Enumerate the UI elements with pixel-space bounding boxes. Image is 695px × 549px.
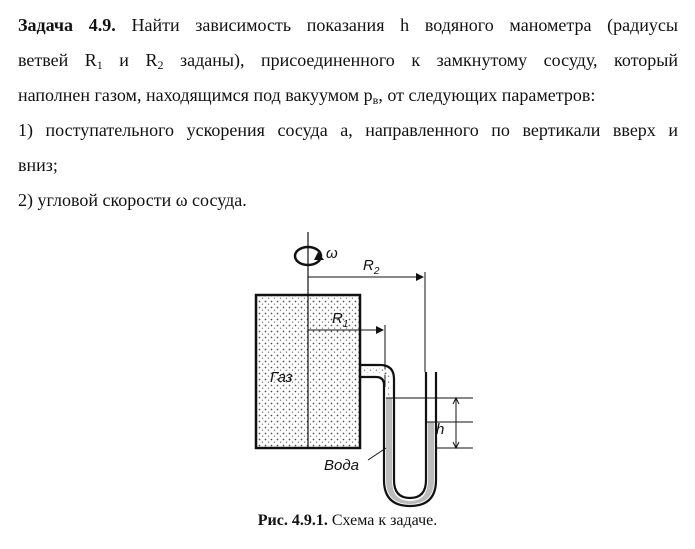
text-fragment: заданы), присоединенного к замкнутому сосуду, который (163, 50, 679, 70)
problem-line-1-text: Найти зависимость показания h водяного манометра (радиусы (115, 15, 678, 35)
text-fragment: ветвей R (18, 50, 97, 70)
connector-gas-fill (362, 368, 390, 398)
problem-line-3 (18, 78, 678, 113)
text-fragment: , от следующих параметров: (378, 85, 596, 105)
r2-label: $R_2$ (363, 257, 380, 277)
subscript: 1 (96, 58, 103, 72)
text-fragment: и R (102, 50, 158, 70)
figure-caption (0, 512, 695, 530)
h-label: h (436, 421, 445, 438)
problem-statement (18, 8, 678, 218)
omega-label: ω (326, 245, 338, 262)
problem-line-1 (18, 8, 678, 43)
problem-label: Задача 4.9. (18, 15, 116, 35)
problem-item-1-cont: вниз; (18, 155, 58, 175)
problem-item-2: 2) угловой скорости ω сосуда. (18, 190, 247, 210)
r1-label: $R_1$ (332, 310, 349, 330)
scheme-drawing (228, 222, 498, 512)
figure-caption-text: Схема к задаче. (327, 512, 438, 529)
text-fragment: наполнен газом, находящимся под вакуумом p (18, 85, 373, 105)
problem-item-1: 1) поступательного ускорения сосуда a, направленного по вертикали вверх и (18, 120, 678, 140)
subscript: в (372, 93, 379, 107)
water-label: Вода (324, 457, 359, 474)
problem-line-2 (18, 43, 678, 78)
gas-label: Газ (270, 369, 293, 386)
scheme-figure (228, 222, 498, 512)
manometer-tube-outer (360, 365, 426, 498)
figure-number: Рис. 4.9.1. (257, 512, 328, 529)
subscript: 2 (157, 58, 164, 72)
